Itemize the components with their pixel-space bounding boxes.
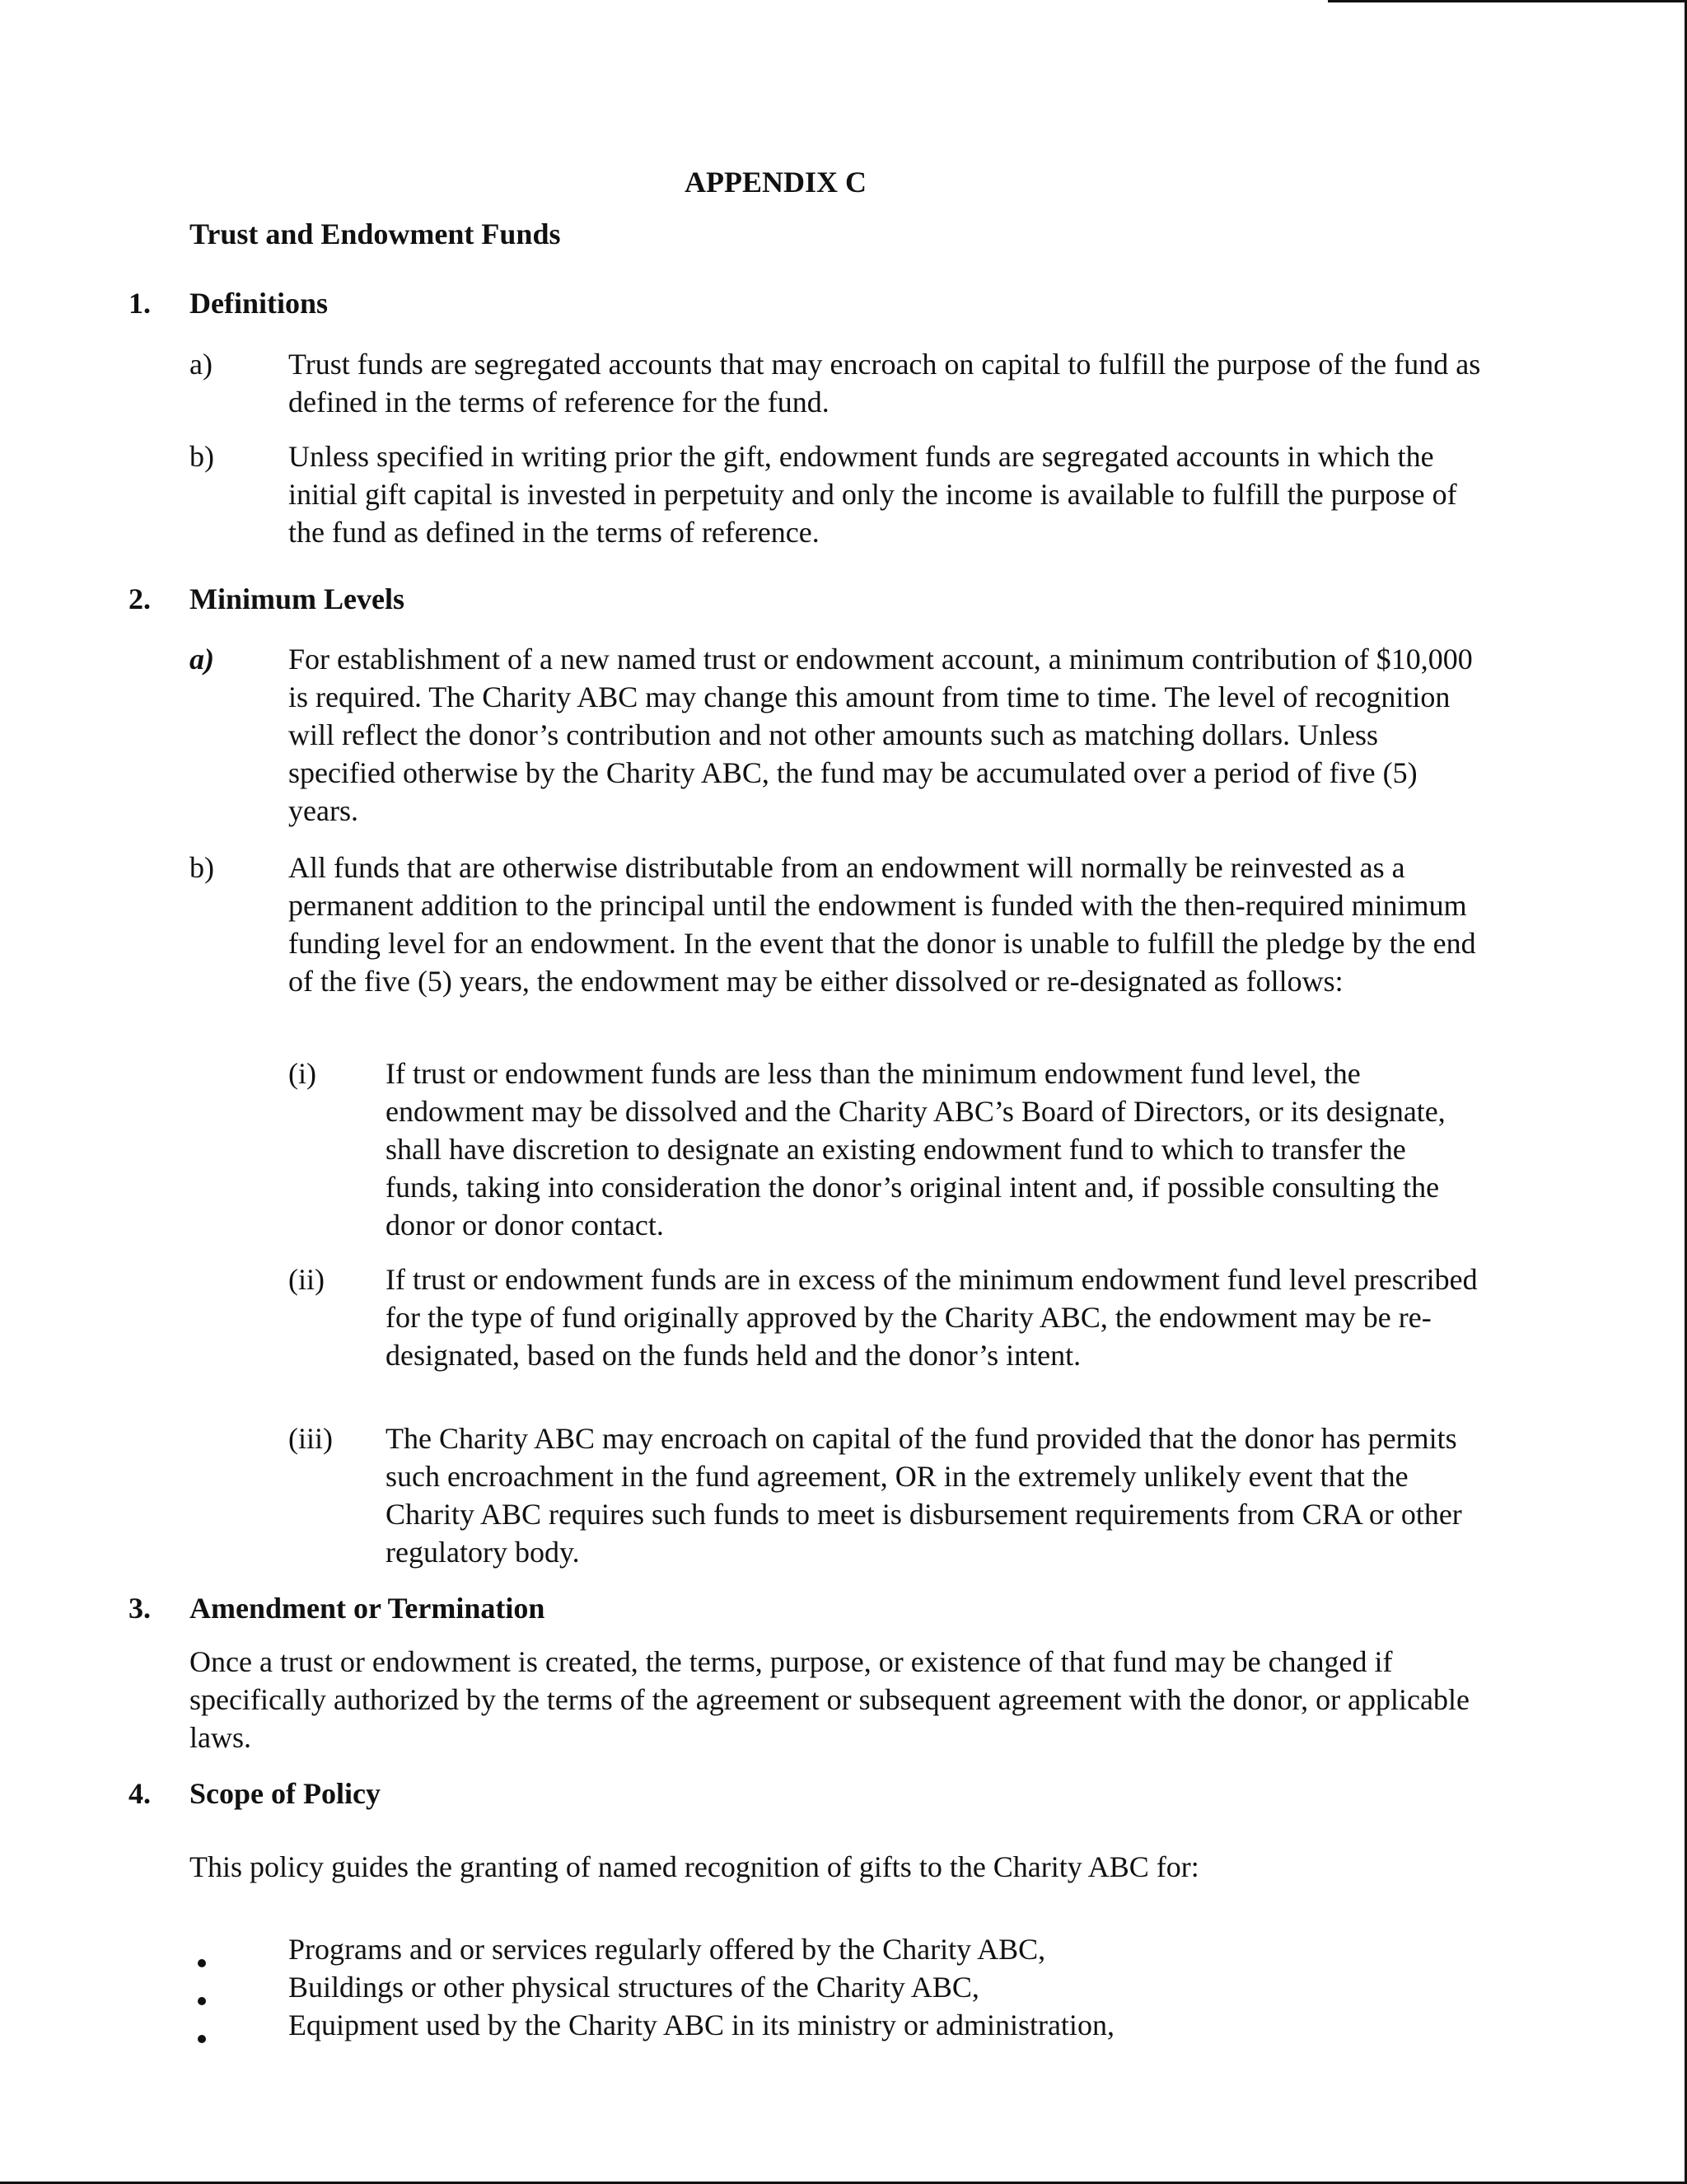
section-number-1: 1.	[129, 287, 151, 320]
subitem-label-iii: (iii)	[288, 1422, 333, 1455]
section-heading-minimum-levels: Minimum Levels	[189, 582, 404, 615]
item-text-1b: Unless specified in writing prior the gift, endowment funds are segregated accounts in which the initial gift capital is invested in perpetuity and only the income is available to fulfill the purpose of the fund as defined in the terms of reference.	[288, 440, 1457, 549]
bullet-dot	[198, 1997, 206, 2005]
bullet-item-buildings: Buildings or other physical structures of the Charity ABC,	[288, 1971, 979, 2004]
bullet-item-programs: Programs and or services regularly offered by the Charity ABC,	[288, 1933, 1046, 1966]
section-heading-scope: Scope of Policy	[189, 1777, 381, 1810]
subitem-text-iii: The Charity ABC may encroach on capital of the fund provided that the donor has permits such encroachment in the fund agreement, OR in the extremely unlikely event that the Charity ABC requires such funds to meet is disbursement requirements from CRA or other regulatory body.	[386, 1422, 1462, 1569]
bullet-dot	[198, 2035, 206, 2043]
subitem-label-i: (i)	[288, 1057, 316, 1090]
section-heading-amendment: Amendment or Termination	[189, 1592, 545, 1625]
item-label-2a: a)	[189, 643, 214, 676]
subitem-text-ii: If trust or endowment funds are in excess of the minimum endowment fund level prescribed for the type of fund originally approved by the Charity ABC, the endowment may be re-designated, based on the funds held and the donor’s intent.	[386, 1263, 1478, 1372]
appendix-title: APPENDIX C	[685, 166, 867, 199]
section-3-body: Once a trust or endowment is created, the terms, purpose, or existence of that fund may be changed if specifically authorized by the terms of the agreement or subsequent agreement with the donor, or applicable laws.	[189, 1645, 1470, 1754]
scan-border-top	[1328, 0, 1687, 2]
item-text-1a: Trust funds are segregated accounts that may encroach on capital to fulfill the purpose of the fund as defined in the terms of reference for the fund.	[288, 348, 1481, 419]
item-label-1a: a)	[189, 348, 213, 381]
subitem-label-ii: (ii)	[288, 1263, 325, 1296]
section-number-3: 3.	[129, 1592, 151, 1625]
section-heading-definitions: Definitions	[189, 287, 329, 320]
document-subtitle: Trust and Endowment Funds	[189, 217, 561, 250]
item-text-2b: All funds that are otherwise distributable from an endowment will normally be reinvested as a permanent addition to the principal until the endowment is funded with the then-required minimum funding level for an endowment. In the event that the donor is unable to fulfill the pledge by the end of the five (5) years, the endowment may be either dissolved or re-designated as follows:	[288, 851, 1476, 998]
section-number-4: 4.	[129, 1777, 151, 1810]
item-text-2a: For establishment of a new named trust or endowment account, a minimum contribution of $10,000 is required. The Charity ABC may change this amount from time to time. The level of recognition will reflect the donor’s contribution and not other amounts such as matching dollars. Unless specified otherwise by the Charity ABC, the fund may be accumulated over a period of five (5) years.	[288, 643, 1473, 827]
item-label-2b: b)	[189, 851, 214, 884]
item-label-1b: b)	[189, 440, 214, 473]
subitem-text-i: If trust or endowment funds are less than the minimum endowment fund level, the endowment may be dissolved and the Charity ABC’s Board of Directors, or its designate, shall have discretion to designate an existing endowment fund to which to transfer the funds, taking into consideration the donor’s original intent and, if possible consulting the donor or donor contact.	[386, 1057, 1446, 1242]
bullet-dot	[198, 1959, 206, 1967]
section-number-2: 2.	[129, 582, 151, 615]
bullet-item-equipment: Equipment used by the Charity ABC in its ministry or administration,	[288, 2009, 1115, 2041]
section-4-body: This policy guides the granting of named recognition of gifts to the Charity ABC for:	[189, 1850, 1199, 1883]
